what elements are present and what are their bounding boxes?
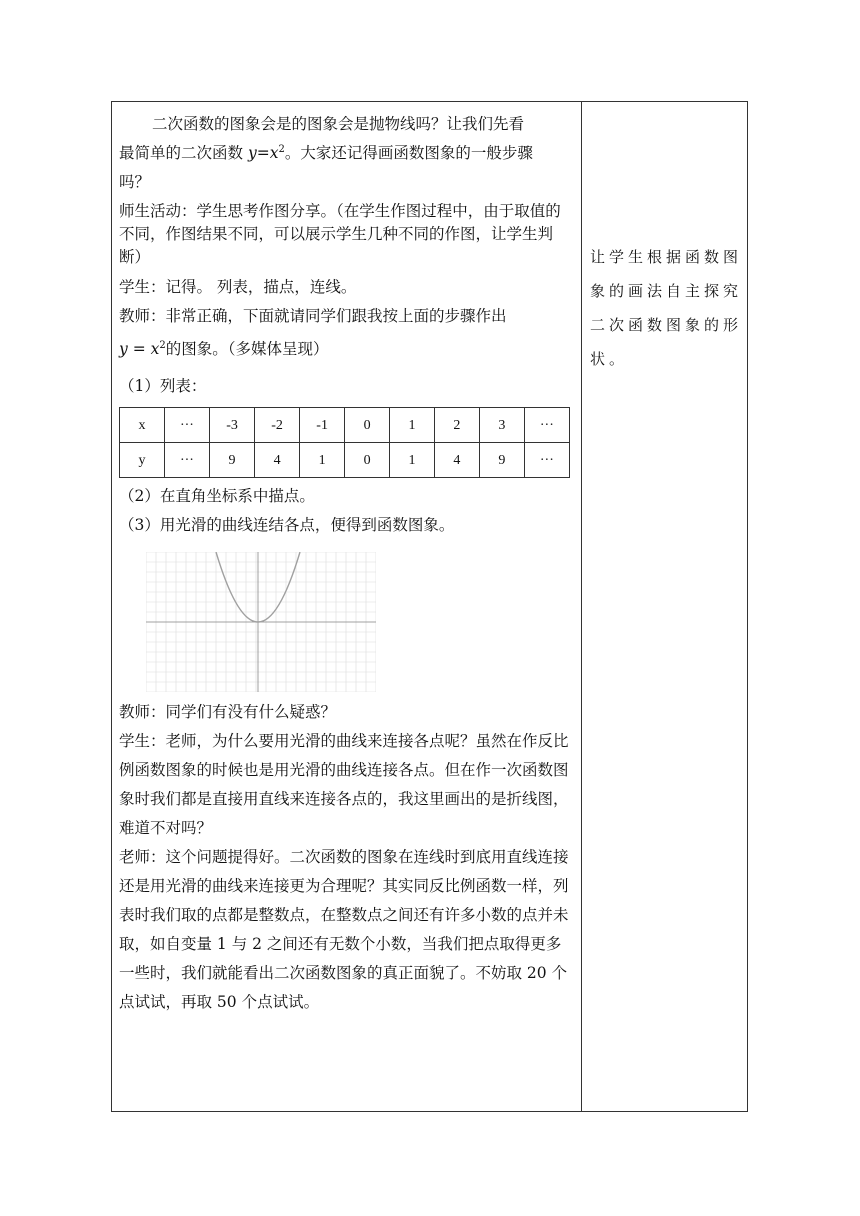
lesson-table	[111, 101, 748, 1112]
table-row-x	[120, 408, 570, 443]
table-cell: -1	[300, 408, 345, 443]
intro-line-3: 吗？	[119, 173, 151, 191]
table-cell: 1	[300, 443, 345, 478]
formula-y: y	[119, 340, 128, 358]
formula-exp: 2	[159, 339, 166, 351]
table-cell: 1	[390, 443, 435, 478]
formula-eq: =	[127, 340, 151, 358]
table-cell: 0	[345, 443, 390, 478]
table-cell: -3	[210, 408, 255, 443]
teacher-answer: 老师：这个问题提得好。二次函数的图象在连线时到底用直线连接还是用光滑的曲线来连接更为合理呢？其实同反比例函数一样，列表时我们取的点都是整数点，在整数点之间还有许多小数的点并未取，如自变量 1 与 2 之间还有无数个小数，当我们把点取得更多一些时，我们就能看出二次函数图象的真正面貌了。不妨取 20 个点试试，再取 50 个点试试。	[119, 848, 569, 1011]
table-cell: 3	[479, 408, 524, 443]
table-cell: 0	[345, 408, 390, 443]
student-question: 学生：老师，为什么要用光滑的曲线来连接各点呢？虽然在作反比例函数图象的时候也是用光滑的曲线连接各点。但在作一次函数图象时我们都是直接用直线来连接各点的，我这里画出的是折线图，难道不对吗？	[119, 732, 569, 837]
step-2-label: （2）在直角坐标系中描点。	[119, 487, 315, 505]
activity-paragraph: 师生活动：学生思考作图分享。（在学生作图过程中，由于取值的不同，作图结果不同，可以展示学生几种不同的作图，让学生判断）	[119, 202, 561, 266]
design-intent-text: 让学生根据函数图象的画法自主探究二次函数图象的形状。	[590, 248, 743, 368]
table-cell: y	[120, 443, 165, 478]
step-3-label: （3）用光滑的曲线连结各点，便得到函数图象。	[119, 516, 455, 534]
table-cell: 1	[390, 408, 435, 443]
table-cell: 4	[255, 443, 300, 478]
var-y: y	[247, 144, 257, 162]
table-cell: 4	[434, 443, 479, 478]
formula-line	[119, 335, 572, 364]
column-divider	[581, 102, 582, 1111]
equals-sign: =	[256, 144, 270, 162]
table-cell: 9	[479, 443, 524, 478]
exponent: 2	[278, 143, 285, 155]
teacher-question: 教师：同学们有没有什么疑惑？	[119, 703, 337, 721]
step-1-label: （1）列表：	[119, 377, 207, 395]
table-cell: 2	[434, 408, 479, 443]
table-cell: 9	[210, 443, 255, 478]
table-row-y	[120, 443, 570, 478]
intro-line-2-suffix: 。大家还记得画函数图象的一般步骤	[284, 144, 533, 162]
table-cell: -2	[255, 408, 300, 443]
teaching-process-cell	[119, 110, 572, 1017]
table-cell: ···	[164, 443, 209, 478]
table-cell: ···	[164, 408, 209, 443]
value-table	[119, 407, 570, 478]
teacher-statement-1: 教师：非常正确，下面就请同学们跟我按上面的步骤作出	[119, 307, 507, 325]
table-cell: ···	[524, 443, 569, 478]
table-cell: ···	[524, 408, 569, 443]
student-answer-1: 学生：记得。 列表，描点，连线。	[119, 278, 357, 296]
intro-line-2: 最简单的二次函数	[119, 144, 248, 162]
intro-line-1: 二次函数的图象会是的图象会是抛物线吗？让我们先看	[152, 115, 525, 133]
design-intent-cell	[590, 240, 742, 376]
intro-paragraph	[119, 110, 572, 197]
table-cell: x	[120, 408, 165, 443]
formula-suffix: 的图象。（多媒体呈现）	[165, 340, 329, 358]
var-x: x	[269, 144, 279, 162]
parabola-graph	[146, 552, 376, 692]
formula-x: x	[150, 340, 160, 358]
